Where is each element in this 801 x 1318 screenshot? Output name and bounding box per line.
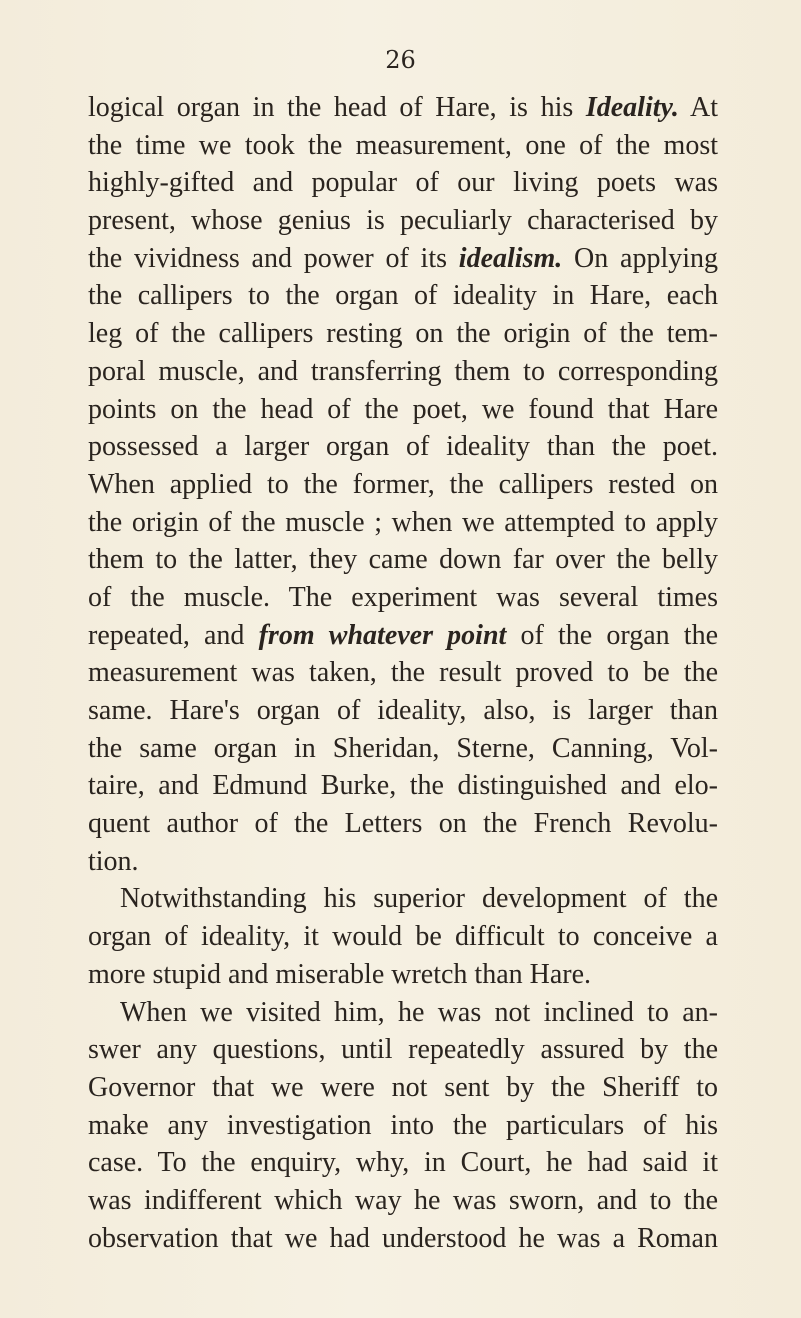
text-line: was indifferent which way he was sworn, and to the: [88, 1184, 718, 1216]
text-line: measurement was taken, the result proved to be the: [88, 657, 718, 689]
italic-term-ideality: Ideality.: [585, 92, 679, 123]
text-line: observation that we had understood he was a Roman: [88, 1222, 718, 1254]
text-line: taire, and Edmund Burke, the distinguished and elo-: [88, 770, 718, 802]
text-line: make any investigation into the particulars of his: [88, 1109, 718, 1141]
text-line: points on the head of the poet, we found that Hare: [88, 393, 718, 425]
text-line: case. To the enquiry, why, in Court, he had said it: [88, 1147, 718, 1179]
paragraph-2: [88, 880, 718, 993]
text-line: tion.: [88, 845, 139, 877]
page-number: 26: [385, 46, 416, 74]
text-line: same. Hare's organ of ideality, also, is larger than: [88, 695, 718, 726]
text-line: Notwithstanding his superior development of the: [120, 883, 718, 915]
body-text: [88, 89, 718, 1257]
text-line: the callipers to the organ of ideality in Hare, each: [88, 280, 718, 312]
text-line: repeated, and from whatever point of the organ the: [88, 619, 719, 651]
text-line: quent author of the Letters on the French Revolu-: [88, 808, 718, 840]
text-line: leg of the callipers resting on the origin of the tem-: [88, 318, 718, 350]
text-line: the time we took the measurement, one of the most: [88, 129, 718, 161]
paragraph-1: [88, 89, 718, 880]
text-line: the origin of the muscle ; when we attempted to apply: [88, 506, 718, 538]
text-line: possessed a larger organ of ideality than the poet.: [88, 431, 718, 463]
paragraph-3: [88, 994, 718, 1258]
text-line: Governor that we were not sent by the Sheriff to: [88, 1071, 718, 1103]
italic-term-idealism: idealism.: [458, 242, 563, 274]
text-line: swer any questions, until repeatedly assured by the: [88, 1034, 718, 1066]
text-line: highly-gifted and popular of our living poets was: [88, 167, 718, 199]
text-line: the vividness and power of its idealism. On applying: [88, 242, 718, 274]
text-line: them to the latter, they came down far over the belly: [88, 544, 718, 576]
text-line: present, whose genius is peculiarly characterised by: [88, 205, 718, 237]
text-line: logical organ in the head of Hare, is his Ideality. At: [88, 92, 718, 123]
text-line: of the muscle. The experiment was several times: [88, 581, 718, 613]
text-line: more stupid and miserable wretch than Hare.: [88, 958, 592, 990]
text-line: When we visited him, he was not inclined to an-: [120, 996, 718, 1028]
italic-phrase-from-whatever-point: from whatever point: [258, 619, 507, 651]
text-line: poral muscle, and transferring them to corresponding: [88, 355, 718, 387]
text-line: When applied to the former, the callipers rested on: [88, 468, 718, 500]
text-line: organ of ideality, it would be difficult to conceive a: [88, 921, 718, 953]
text-line: the same organ in Sheridan, Sterne, Canning, Vol-: [88, 732, 718, 764]
